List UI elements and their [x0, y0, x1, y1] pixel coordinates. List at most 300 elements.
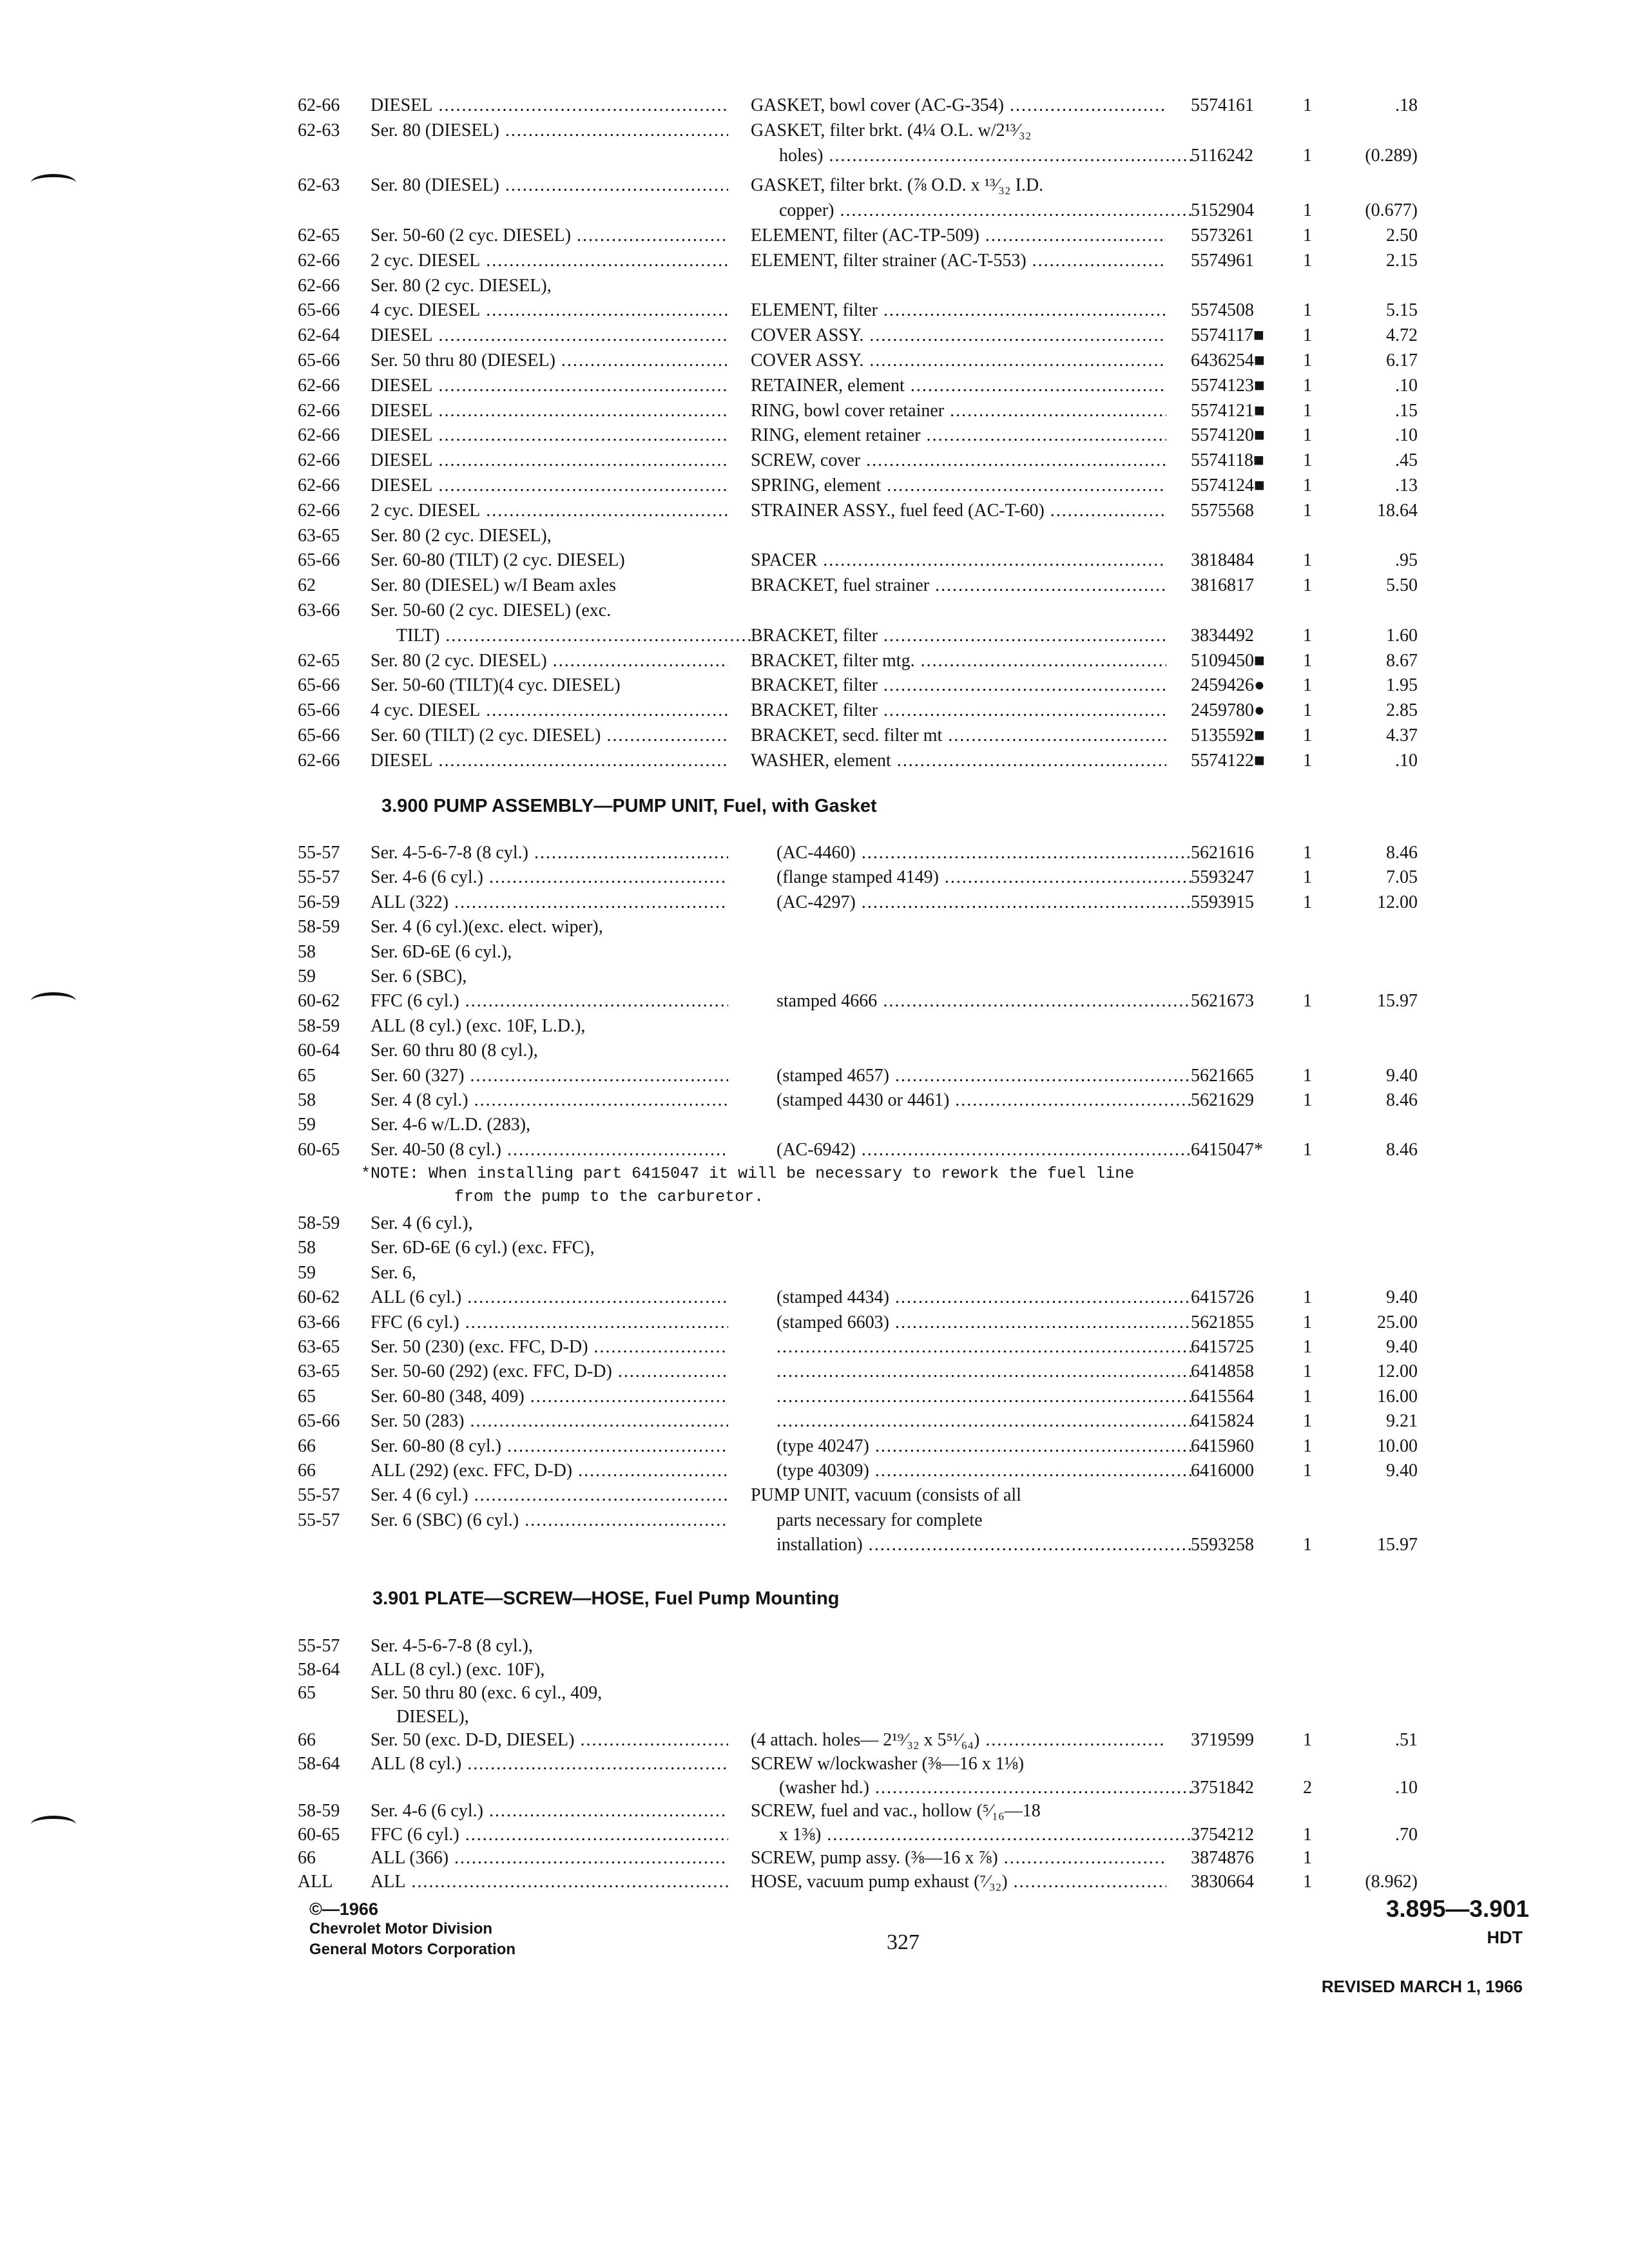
- model-year: 65-66: [298, 300, 340, 321]
- price: 7.05: [1386, 867, 1418, 888]
- description: (washer hd.) .....: [751, 1776, 1195, 1800]
- part-number: 5574122■: [1191, 750, 1265, 771]
- description: PUMP UNIT, vacuum (consists of all: [751, 1485, 1021, 1506]
- table-row: [0, 940, 1629, 965]
- table-row: [0, 1360, 1629, 1384]
- table-row: [0, 474, 1629, 498]
- application: Ser. 80 (DIESEL) .....: [371, 173, 728, 198]
- price: 5.50: [1386, 575, 1418, 596]
- application: Ser. 6D-6E (6 cyl.),: [371, 941, 512, 962]
- model-year: 62: [298, 575, 316, 596]
- application: DIESEL),: [396, 1706, 469, 1727]
- description: (flange stamped 4149) .....: [751, 865, 1192, 890]
- part-number: 3874876: [1191, 1848, 1254, 1869]
- model-year: 59: [298, 1262, 316, 1283]
- application: Ser. 6 (SBC),: [371, 966, 467, 986]
- model-year: 65-66: [298, 675, 340, 696]
- part-number: 2459780●: [1191, 700, 1265, 721]
- part-number: 3751842: [1191, 1777, 1254, 1798]
- table-row: [0, 865, 1629, 890]
- description: holes) .....: [751, 144, 1195, 168]
- quantity: 1: [1303, 250, 1312, 271]
- part-number: 5574117■: [1191, 325, 1264, 346]
- application: DIESEL .....: [371, 749, 728, 773]
- description: SPRING, element .....: [751, 474, 1166, 498]
- model-year: 65-66: [298, 726, 340, 745]
- application: ALL (292) (exc. FFC, D-D) .....: [371, 1459, 728, 1483]
- application: Ser. 4 (8 cyl.) .....: [371, 1088, 728, 1113]
- description: BRACKET, filter .....: [751, 624, 1166, 648]
- description: [751, 1360, 1192, 1384]
- quantity: 1: [1303, 400, 1312, 421]
- application: FFC (6 cyl.) .....: [371, 1823, 728, 1847]
- application: Ser. 50-60 (TILT)(4 cyc. DIESEL): [371, 675, 621, 696]
- table-row: [0, 1138, 1629, 1162]
- part-number: 5621629: [1191, 1090, 1254, 1110]
- price: 2.50: [1386, 226, 1418, 245]
- table-row: [0, 649, 1629, 673]
- model-year: 60-62: [298, 991, 340, 1012]
- quantity: 1: [1303, 1361, 1312, 1382]
- model-year: 55-57: [298, 867, 340, 888]
- application: Ser. 50 (283) .....: [371, 1409, 728, 1434]
- quantity: 1: [1303, 575, 1312, 596]
- part-number: 5575568: [1191, 500, 1254, 521]
- application: Ser. 6D-6E (6 cyl.) (exc. FFC),: [371, 1238, 595, 1258]
- table-row: [0, 1385, 1629, 1409]
- revision-date: REVISED MARCH 1, 1966: [1321, 1977, 1523, 1996]
- description: (stamped 4430 or 4461) .....: [751, 1088, 1192, 1113]
- quantity: 1: [1303, 892, 1312, 912]
- application: Ser. 40-50 (8 cyl.) .....: [371, 1138, 728, 1162]
- price: 8.67: [1386, 650, 1418, 671]
- description: RING, element retainer .....: [751, 423, 1166, 448]
- model-year: 62-66: [298, 95, 340, 115]
- table-row: [0, 1823, 1629, 1847]
- section-heading-3900: 3.900 PUMP ASSEMBLY—PUMP UNIT, Fuel, with Gasket: [381, 796, 877, 816]
- model-year: 62-66: [298, 375, 340, 396]
- description: WASHER, element .....: [751, 749, 1166, 773]
- part-number: 6415047*: [1191, 1139, 1263, 1160]
- model-year: 62-66: [298, 425, 340, 446]
- part-number: 2459426●: [1191, 675, 1265, 696]
- application: Ser. 4-6 (6 cyl.) .....: [371, 865, 728, 890]
- description: x 1⅜) .....: [751, 1823, 1195, 1847]
- model-year: 60-64: [298, 1041, 340, 1061]
- model-year: 65-66: [298, 700, 340, 721]
- model-year: 58-64: [298, 1659, 340, 1680]
- part-number: 6416000: [1191, 1461, 1254, 1481]
- model-year: 62-66: [298, 750, 340, 771]
- application: Ser. 80 (DIESEL) .....: [371, 119, 728, 143]
- application: ALL (8 cyl.) .....: [371, 1752, 728, 1776]
- part-number: 6415725: [1191, 1337, 1254, 1357]
- part-number: 5574120■: [1191, 425, 1265, 446]
- quantity: 1: [1303, 450, 1312, 471]
- model-year: 62-64: [298, 325, 340, 346]
- model-year: 58-59: [298, 1213, 340, 1233]
- description: stamped 4666 .....: [751, 989, 1192, 1014]
- table-row: [0, 1870, 1629, 1894]
- part-number: 6415960: [1191, 1436, 1254, 1456]
- price: 8.46: [1386, 1139, 1418, 1160]
- table-row: [0, 1261, 1629, 1285]
- model-year: 65: [298, 1065, 316, 1086]
- table-row: [0, 93, 1629, 118]
- table-row: [0, 144, 1629, 168]
- part-number: 5574123■: [1191, 375, 1265, 396]
- description: BRACKET, filter .....: [751, 673, 1166, 698]
- model-year: 62-66: [298, 450, 340, 471]
- table-row: [0, 1752, 1629, 1776]
- part-number: 5593247: [1191, 867, 1254, 888]
- table-row: [0, 224, 1629, 248]
- part-number: 5574508: [1191, 300, 1254, 321]
- model-year: 62-65: [298, 226, 340, 245]
- description: (AC-4297) .....: [751, 890, 1192, 915]
- application: ALL (8 cyl.) (exc. 10F, L.D.),: [371, 1015, 586, 1036]
- model-year: 58: [298, 1090, 316, 1110]
- price: .10: [1395, 1777, 1418, 1798]
- table-row: [0, 249, 1629, 273]
- part-number: 5574161: [1191, 95, 1254, 115]
- table-row: [0, 1508, 1629, 1533]
- table-row: [0, 989, 1629, 1014]
- description: (stamped 6603) .....: [751, 1311, 1192, 1335]
- part-number: 5621665: [1191, 1065, 1254, 1086]
- note-line: from the pump to the carburetor.: [454, 1187, 764, 1206]
- description: GASKET, filter brkt. (4¼ O.L. w/2¹³⁄₃₂: [751, 120, 1032, 140]
- price: 5.15: [1386, 300, 1418, 321]
- description: SCREW, cover .....: [751, 448, 1166, 473]
- application: Ser. 6 (SBC) (6 cyl.) .....: [371, 1508, 728, 1533]
- table-row: [0, 1014, 1629, 1039]
- model-year: 63-66: [298, 1312, 340, 1332]
- price: 9.40: [1386, 1337, 1418, 1357]
- part-number: 6436254■: [1191, 351, 1265, 370]
- application: FFC (6 cyl.) .....: [371, 1311, 728, 1335]
- quantity: 1: [1303, 1436, 1312, 1456]
- part-number: 5152904: [1191, 200, 1254, 221]
- model-year: 58: [298, 1238, 316, 1258]
- application: Ser. 50-60 (292) (exc. FFC, D-D) .....: [371, 1360, 728, 1384]
- price: .18: [1395, 95, 1418, 115]
- quantity: 1: [1303, 425, 1312, 446]
- description: (4 attach. holes— 2¹⁹⁄₃₂ x 5⁵¹⁄₆₄) .....: [751, 1728, 1166, 1753]
- price: 10.00: [1377, 1436, 1418, 1456]
- model-year: 66: [298, 1848, 316, 1869]
- section-range: 3.895—3.901: [1385, 1896, 1529, 1922]
- part-number: 6415824: [1191, 1411, 1254, 1432]
- quantity: 1: [1303, 1848, 1312, 1869]
- price: 15.97: [1377, 991, 1418, 1012]
- application: DIESEL .....: [371, 448, 728, 473]
- description: (AC-4460) .....: [751, 841, 1192, 865]
- price: 12.00: [1377, 1361, 1418, 1382]
- quantity: 1: [1303, 1139, 1312, 1160]
- description: GASKET, bowl cover (AC-G-354) .....: [751, 93, 1166, 118]
- model-year: 58-59: [298, 1015, 340, 1036]
- quantity: 1: [1303, 867, 1312, 888]
- table-row: [0, 1459, 1629, 1483]
- quantity: 1: [1303, 1090, 1312, 1110]
- description: ELEMENT, filter .....: [751, 298, 1166, 323]
- model-year: 65-66: [298, 550, 340, 571]
- application: ALL (8 cyl.) (exc. 10F),: [371, 1659, 545, 1680]
- price: 8.46: [1386, 1090, 1418, 1110]
- model-year: 65-66: [298, 1411, 340, 1432]
- table-row: [0, 965, 1629, 989]
- part-number: 3754212: [1191, 1824, 1254, 1845]
- table-row: [0, 1311, 1629, 1335]
- description: (AC-6942) .....: [751, 1138, 1192, 1162]
- description: STRAINER ASSY., fuel feed (AC-T-60) .....: [751, 499, 1166, 523]
- model-year: 62-63: [298, 120, 340, 140]
- description: (stamped 4434) .....: [751, 1285, 1192, 1310]
- table-row: [0, 298, 1629, 323]
- application: 4 cyc. DIESEL .....: [371, 698, 728, 723]
- quantity: 1: [1303, 750, 1312, 771]
- part-number: 5621616: [1191, 843, 1254, 863]
- model-year: 56-59: [298, 892, 340, 912]
- price: 15.97: [1377, 1535, 1418, 1555]
- part-number: 3830664: [1191, 1872, 1254, 1892]
- application: Ser. 4-5-6-7-8 (8 cyl.) .....: [371, 841, 728, 865]
- price: .10: [1395, 375, 1418, 396]
- model-year: 55-57: [298, 1636, 340, 1656]
- description: [751, 1385, 1192, 1409]
- application: Ser. 60-80 (348, 409) .....: [371, 1385, 728, 1409]
- model-year: 60-65: [298, 1824, 340, 1845]
- quantity: 1: [1303, 145, 1312, 166]
- table-row: [0, 349, 1629, 373]
- division-name: Chevrolet Motor Division: [309, 1920, 493, 1937]
- description: GASKET, filter brkt. (⅞ O.D. x ¹³⁄₃₂ I.D.: [751, 175, 1044, 196]
- application: Ser. 50-60 (2 cyc. DIESEL) (exc.: [371, 601, 612, 620]
- model-year: 66: [298, 1461, 316, 1481]
- part-number: 5593915: [1191, 892, 1254, 912]
- quantity: 1: [1303, 500, 1312, 521]
- table-row: [0, 1634, 1629, 1658]
- application: Ser. 60 (327) .....: [371, 1064, 728, 1088]
- description: COVER ASSY. .....: [751, 323, 1166, 348]
- quantity: 1: [1303, 843, 1312, 863]
- part-number: 5621673: [1191, 991, 1254, 1012]
- description: ELEMENT, filter (AC-TP-509) .....: [751, 224, 1166, 248]
- model-year: 58-59: [298, 917, 340, 937]
- price: 4.72: [1386, 325, 1418, 346]
- part-number: 3818484: [1191, 550, 1254, 571]
- price: .15: [1395, 400, 1418, 421]
- quantity: 1: [1303, 351, 1312, 370]
- table-row: [0, 323, 1629, 348]
- table-row: [0, 890, 1629, 915]
- model-year: 66: [298, 1730, 316, 1751]
- price: 18.64: [1377, 500, 1418, 521]
- table-row: [0, 548, 1629, 573]
- application: Ser. 4-5-6-7-8 (8 cyl.),: [371, 1636, 533, 1656]
- price: (8.962): [1365, 1872, 1418, 1892]
- description: HOSE, vacuum pump exhaust (⁷⁄₃₂) .....: [751, 1870, 1166, 1894]
- application: Ser. 80 (DIESEL) w/I Beam axles: [371, 575, 617, 596]
- description: (stamped 4657) .....: [751, 1064, 1192, 1088]
- quantity: 1: [1303, 700, 1312, 721]
- model-year: ALL: [298, 1872, 333, 1892]
- price: 2.85: [1386, 700, 1418, 721]
- price: .70: [1395, 1824, 1418, 1845]
- quantity: 1: [1303, 95, 1312, 115]
- table-row: [0, 374, 1629, 398]
- part-number: 5593258: [1191, 1535, 1254, 1555]
- model-year: 55-57: [298, 1485, 340, 1506]
- part-number: 5574124■: [1191, 476, 1265, 495]
- part-number: 6414858: [1191, 1361, 1254, 1382]
- table-row: [0, 1285, 1629, 1310]
- part-number: 6415564: [1191, 1386, 1254, 1407]
- application: Ser. 80 (2 cyc. DIESEL) .....: [371, 649, 728, 673]
- note-line: *NOTE: When installing part 6415047 it will be necessary to rework the fuel line: [361, 1164, 1135, 1183]
- description: BRACKET, secd. filter mt .....: [751, 724, 1166, 748]
- application: 2 cyc. DIESEL .....: [371, 249, 728, 273]
- part-number: 5574961: [1191, 250, 1254, 271]
- price: .51: [1395, 1730, 1418, 1751]
- table-row: [0, 1039, 1629, 1063]
- price: 25.00: [1377, 1312, 1418, 1332]
- application: Ser. 4 (6 cyl.) .....: [371, 1483, 728, 1508]
- table-row: [0, 524, 1629, 548]
- table-row: [0, 1236, 1629, 1260]
- application: Ser. 4 (6 cyl.)(exc. elect. wiper),: [371, 917, 603, 937]
- application: Ser. 60 (TILT) (2 cyc. DIESEL) .....: [371, 724, 728, 748]
- quantity: 1: [1303, 1312, 1312, 1332]
- corporation-name: General Motors Corporation: [309, 1941, 516, 1958]
- description: BRACKET, filter mtg. .....: [751, 649, 1166, 673]
- application: Ser. 80 (2 cyc. DIESEL),: [371, 275, 552, 296]
- quantity: 1: [1303, 1411, 1312, 1432]
- application: DIESEL .....: [371, 374, 728, 398]
- application: Ser. 60-80 (TILT) (2 cyc. DIESEL): [371, 550, 625, 571]
- quantity: 1: [1303, 1461, 1312, 1481]
- application: ALL (366) .....: [371, 1846, 728, 1870]
- table-row: [0, 915, 1629, 939]
- application: Ser. 4-6 w/L.D. (283),: [371, 1115, 531, 1135]
- model-year: 60-62: [298, 1287, 340, 1308]
- table-row: [0, 423, 1629, 448]
- description: RETAINER, element .....: [751, 374, 1166, 398]
- part-number: 3719599: [1191, 1730, 1254, 1751]
- table-row: [0, 399, 1629, 423]
- model-year: 63-66: [298, 601, 340, 620]
- description: SPACER .....: [751, 548, 1166, 573]
- price: .10: [1395, 750, 1418, 771]
- price: .45: [1395, 450, 1418, 471]
- table-row: [0, 198, 1629, 223]
- model-year: 62-63: [298, 175, 340, 196]
- quantity: 1: [1303, 200, 1312, 221]
- table-row: [0, 749, 1629, 773]
- price: 9.21: [1386, 1411, 1418, 1432]
- part-number: 3834492: [1191, 625, 1254, 646]
- price: 4.37: [1386, 726, 1418, 745]
- model-year: 58-64: [298, 1754, 340, 1774]
- description: SCREW, pump assy. (⅜—16 x ⅞) .....: [751, 1846, 1166, 1870]
- table-row: [0, 1064, 1629, 1088]
- description: COVER ASSY. .....: [751, 349, 1166, 373]
- table-row: [0, 1088, 1629, 1113]
- application: DIESEL .....: [371, 399, 728, 423]
- quantity: 1: [1303, 1872, 1312, 1892]
- price: 9.40: [1386, 1461, 1418, 1481]
- part-number: 5574121■: [1191, 400, 1265, 421]
- table-row: [0, 173, 1629, 198]
- table-row: [0, 1409, 1629, 1434]
- model-year: 55-57: [298, 1510, 340, 1530]
- model-year: 62-65: [298, 650, 340, 671]
- quantity: 1: [1303, 1065, 1312, 1086]
- model-year: 62-66: [298, 500, 340, 521]
- part-number: 5621855: [1191, 1312, 1254, 1332]
- quantity: 1: [1303, 1730, 1312, 1751]
- table-row: [0, 724, 1629, 748]
- description: SCREW w/lockwasher (⅜—16 x 1⅛): [751, 1754, 1025, 1774]
- application: Ser. 4-6 (6 cyl.) .....: [371, 1799, 728, 1823]
- table-row: [0, 448, 1629, 473]
- model-year: 63-65: [298, 525, 340, 546]
- table-row: [0, 274, 1629, 298]
- quantity: 1: [1303, 550, 1312, 571]
- table-row: [0, 1799, 1629, 1823]
- price: 9.40: [1386, 1287, 1418, 1308]
- application: 2 cyc. DIESEL .....: [371, 499, 728, 523]
- price: 6.17: [1386, 351, 1418, 370]
- model-year: 65: [298, 1683, 316, 1704]
- page-number: 327: [887, 1930, 920, 1954]
- part-number: 3816817: [1191, 575, 1254, 596]
- model-year: 58: [298, 941, 316, 962]
- description: [751, 1409, 1192, 1434]
- table-row: [0, 573, 1629, 598]
- table-row: [0, 1658, 1629, 1682]
- price: (0.289): [1365, 145, 1418, 166]
- table-row: [0, 1533, 1629, 1557]
- table-row: [0, 1705, 1629, 1729]
- table-row: [0, 841, 1629, 865]
- model-year: 62-66: [298, 476, 340, 495]
- description: BRACKET, fuel strainer .....: [751, 573, 1166, 598]
- price: .10: [1395, 425, 1418, 446]
- description: (type 40309) .....: [751, 1459, 1192, 1483]
- quantity: 1: [1303, 1386, 1312, 1407]
- description: copper) .....: [751, 198, 1195, 223]
- quantity: 2: [1303, 1777, 1312, 1798]
- application: Ser. 6,: [371, 1262, 416, 1283]
- model-year: 63-65: [298, 1361, 340, 1382]
- quantity: 1: [1303, 325, 1312, 346]
- part-number: 5573261: [1191, 226, 1254, 245]
- description: [751, 1335, 1192, 1360]
- application: ALL .....: [371, 1870, 728, 1894]
- table-row: [0, 698, 1629, 723]
- application: DIESEL .....: [371, 474, 728, 498]
- section-heading-3901: 3.901 PLATE—SCREW—HOSE, Fuel Pump Mounting: [372, 1588, 840, 1609]
- part-number: 5109450■: [1191, 650, 1265, 671]
- description: parts necessary for complete: [776, 1510, 983, 1530]
- quantity: 1: [1303, 1824, 1312, 1845]
- series-code: HDT: [1487, 1928, 1523, 1947]
- quantity: 1: [1303, 726, 1312, 745]
- model-year: 62-66: [298, 400, 340, 421]
- quantity: 1: [1303, 226, 1312, 245]
